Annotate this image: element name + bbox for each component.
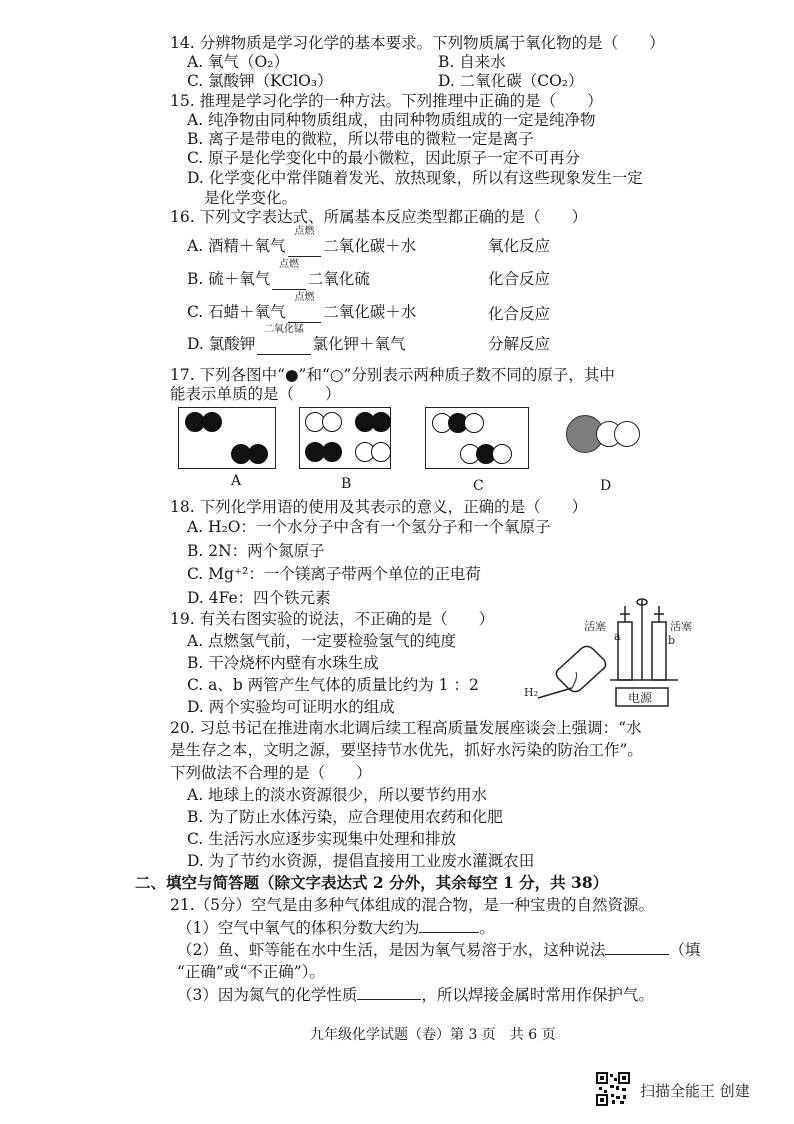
q17-figure-d <box>566 411 646 461</box>
q17-label-d: D <box>600 478 612 494</box>
q16-a-type: 氧化反应 <box>488 237 551 255</box>
answer-blank-3[interactable] <box>357 985 421 1000</box>
q19-experiment-figure <box>520 596 720 716</box>
q14-option-d: D. 二氧化碳（CO₂） <box>438 72 584 90</box>
q16-c-products: 二氧化碳＋水 <box>323 303 417 321</box>
q16-d-products: 氯化钾＋氧气 <box>312 335 406 353</box>
q17-stem: 17. 下列各图中“●”和“○”分别表示两种质子数不同的原子，其中 <box>170 366 615 384</box>
white-atom <box>614 421 640 447</box>
q21-part-1-text: （1）空气中氧气的体积分数大约为 <box>177 919 420 937</box>
q17-label-a: A <box>231 473 242 489</box>
q18-option-a: A. H₂O：一个水分子中含有一个氢分子和一个氧原子 <box>187 518 551 536</box>
q19-option-b: B. 干冷烧杯内壁有水珠生成 <box>187 654 379 672</box>
q16-c-reactants: C. 石蜡＋氧气 <box>187 303 286 321</box>
q19-option-a: A. 点燃氢气前，一定要检验氢气的纯度 <box>187 632 457 650</box>
fig-tube-a-label: a <box>614 630 621 643</box>
black-atom <box>248 444 268 464</box>
fig-valve-right-label: 活塞 <box>670 620 692 633</box>
q16-d-type: 分解反应 <box>488 335 551 353</box>
q21-part-1 <box>177 918 495 938</box>
q20-option-a: A. 地球上的淡水资源很少，所以要节约用水 <box>187 786 488 804</box>
q16-d-reactants: D. 氯酸钾 <box>187 335 256 353</box>
scanner-brand-label: 扫描全能王 创建 <box>640 1082 750 1100</box>
q17-figure-c <box>425 407 529 469</box>
q15-option-a: A. 纯净物由同种物质组成，由同种物质组成的一定是纯净物 <box>187 111 596 129</box>
q20-stem-cont: 是生存之本，文明之源，要坚持节水优先，抓好水污染的防治工作”。 <box>170 741 643 759</box>
q14-stem: 14. 分辨物质是学习化学的基本要求。下列物质属于氧化物的是（ ） <box>170 34 665 52</box>
fig-valve-left-label: 活塞 <box>584 620 606 633</box>
answer-blank-1[interactable] <box>419 918 479 933</box>
q18-option-b: B. 2N：两个氮原子 <box>187 542 325 560</box>
q20-option-d: D. 为了节约水资源，提倡直接用工业废水灌溉农田 <box>187 852 535 870</box>
q20-option-b: B. 为了防止水体污染，应合理使用农药和化肥 <box>187 808 503 826</box>
q21-part-2-text: （2）鱼、虾等能在水中生活，是因为氧气易溶于水，这种说法 <box>177 941 606 959</box>
fig-power-label: 电源 <box>628 691 653 705</box>
q15-option-b: B. 离子是带电的微粒，所以带电的微粒一定是离子 <box>187 130 534 148</box>
answer-blank-2[interactable] <box>605 940 669 955</box>
white-atom <box>464 413 484 433</box>
q17-figure-a <box>178 407 276 469</box>
section-2-title: 二、填空与简答题（除文字表达式 2 分外，其余每空 1 分，共 38） <box>135 873 609 892</box>
inverted-beaker <box>556 646 605 691</box>
q16-a-reactants: A. 酒精＋氧气 <box>187 237 286 255</box>
white-atom <box>322 412 342 432</box>
q15-stem: 15. 推理是学习化学的一种方法。下列推理中正确的是（ ） <box>170 92 603 110</box>
q21-part-2-fill: （填 <box>669 941 701 959</box>
q21-stem: 21.（5分）空气是由多种气体组成的混合物，是一种宝贵的自然资源。 <box>170 896 655 914</box>
q20-option-c: C. 生活污水应逐步实现集中处理和排放 <box>187 830 457 848</box>
q17-label-c: C <box>473 478 484 494</box>
q15-option-d: D. 化学变化中常伴随着发光、放热现象，所以有这些现象发生一定 <box>187 169 643 187</box>
q15-option-d-cont: 是化学变化。 <box>204 189 298 207</box>
white-atom <box>492 444 512 464</box>
black-atom <box>371 412 391 432</box>
q19-option-c: C. a、b 两管产生气体的质量比约为 1 ：2 <box>187 676 479 694</box>
q17-stem-cont: 能表示单质的是（ ） <box>170 385 341 403</box>
page-footer: 九年级化学试题（卷）第 3 页 共 6 页 <box>310 1027 556 1043</box>
q16-c-condition: 点燃 <box>288 302 322 323</box>
q21-part-2 <box>177 940 700 960</box>
q21-part-3 <box>177 985 654 1005</box>
q19-stem: 19. 有关右图实验的说法，不正确的是（ ） <box>170 610 495 628</box>
q16-option-b <box>187 259 370 290</box>
q16-option-a <box>187 226 417 257</box>
q21-part-1-end: 。 <box>479 919 495 937</box>
q19-option-d: D. 两个实验均可证明水的组成 <box>187 698 395 716</box>
q16-b-type: 化合反应 <box>488 270 551 288</box>
q21-part-2-cont: “正确”或“不正确”）。 <box>177 963 325 981</box>
q18-stem: 18. 下列化学用语的使用及其表示的意义，正确的是（ ） <box>170 498 588 516</box>
q15-option-c: C. 原子是化学变化中的最小微粒，因此原子一定不可再分 <box>187 149 581 167</box>
qr-code-icon <box>596 1072 630 1106</box>
q21-part-3-text: （3）因为氮气的化学性质 <box>177 986 358 1004</box>
q21-part-3-end: ，所以焊接金属时常用作保护气。 <box>421 986 654 1004</box>
q14-option-a: A. 氧气（O₂） <box>187 53 289 71</box>
white-atom <box>371 442 391 462</box>
q16-a-products: 二氧化碳＋水 <box>323 237 417 255</box>
black-atom <box>202 412 222 432</box>
black-atom <box>322 442 342 462</box>
q16-option-d <box>187 324 406 355</box>
q14-option-b: B. 自来水 <box>438 53 506 71</box>
q16-b-products: 二氧化硫 <box>307 270 370 288</box>
q20-stem-cont2: 下列做法不合理的是（ ） <box>170 764 372 782</box>
q16-b-condition: 点燃 <box>272 269 306 290</box>
q16-option-c <box>187 292 417 323</box>
q16-stem: 16. 下列文字表达式、所属基本反应类型都正确的是（ ） <box>170 208 588 226</box>
electrolysis-apparatus <box>610 599 678 706</box>
hydrogen-tube <box>538 688 572 698</box>
q17-figure-b <box>299 407 391 469</box>
q17-label-b: B <box>341 476 352 492</box>
q16-a-condition: 点燃 <box>288 236 322 257</box>
q16-d-condition: 二氧化锰 <box>257 334 310 355</box>
q16-c-type: 化合反应 <box>488 305 551 323</box>
fig-tube-b-label: b <box>668 634 676 647</box>
fig-h2-label: H₂ <box>524 686 539 699</box>
q20-stem: 20. 习总书记在推进南水北调后续工程高质量发展座谈会上强调：“水 <box>170 719 642 737</box>
q14-option-c: C. 氯酸钾（KClO₃） <box>187 72 333 90</box>
q16-b-reactants: B. 硫＋氧气 <box>187 270 271 288</box>
q18-option-c: C. Mg⁺²：一个镁离子带两个单位的正电荷 <box>187 565 481 583</box>
q18-option-d: D. 4Fe：四个铁元素 <box>187 589 331 607</box>
